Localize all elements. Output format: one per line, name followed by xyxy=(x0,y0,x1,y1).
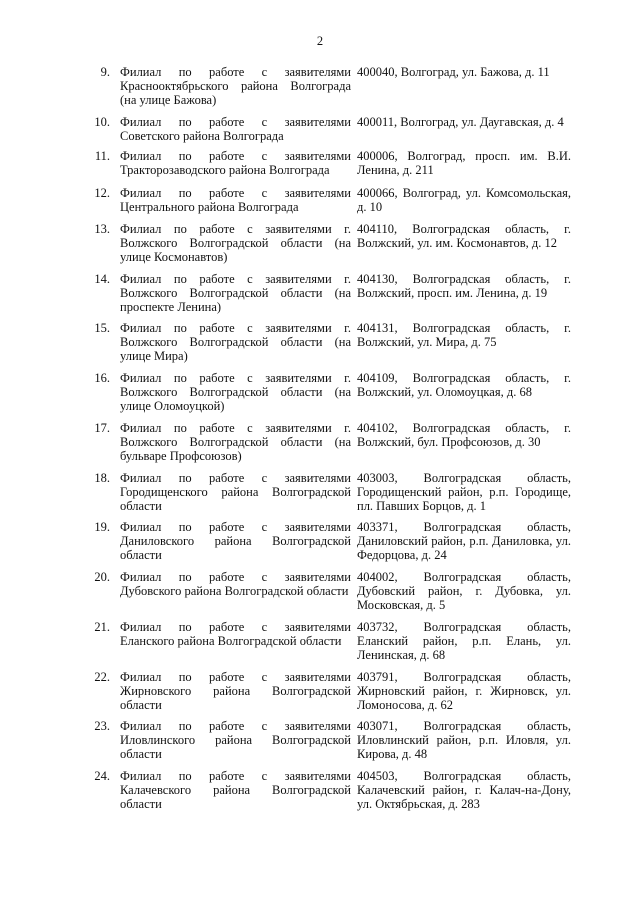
item-number: 17. xyxy=(94,421,110,435)
branch-name: Филиал по работе с заявителями Городищенского района Волгоградской области xyxy=(120,471,351,513)
item-number: 19. xyxy=(94,520,110,534)
branch-name: Филиал по работе с заявителями Калачевского района Волгоградской области xyxy=(120,769,351,811)
list-item xyxy=(0,520,640,570)
list-item xyxy=(0,769,640,819)
branch-name: Филиал по работе с заявителями г. Волжского Волгоградской области (на улице Оломоуцкой) xyxy=(120,371,351,413)
branch-name: Филиал по работе с заявителями Советского района Волгограда xyxy=(120,115,351,143)
item-number: 21. xyxy=(94,620,110,634)
branch-name: Филиал по работе с заявителями Краснооктябрьского района Волгограда (на улице Бажова) xyxy=(120,65,351,107)
branch-address: 404110, Волгоградская область, г. Волжский, ул. им. Космонавтов, д. 12 xyxy=(357,222,571,250)
branch-name: Филиал по работе с заявителями г. Волжского Волгоградской области (на улице Мира) xyxy=(120,321,351,363)
branch-name: Филиал по работе с заявителями г. Волжского Волгоградской области (на проспекте Ленина) xyxy=(120,272,351,314)
branch-name: Филиал по работе с заявителями Дубовского района Волгоградской области xyxy=(120,570,351,598)
list-item xyxy=(0,471,640,521)
list-item xyxy=(0,371,640,421)
branch-address: 404109, Волгоградская область, г. Волжский, ул. Оломоуцкая, д. 68 xyxy=(357,371,571,399)
branch-name: Филиал по работе с заявителями г. Волжского Волгоградской области (на улице Космонавтов) xyxy=(120,222,351,264)
branch-name: Филиал по работе с заявителями Еланского района Волгоградской области xyxy=(120,620,351,648)
list-item xyxy=(0,719,640,769)
list-item xyxy=(0,321,640,371)
item-number: 9. xyxy=(100,65,110,79)
item-number: 15. xyxy=(94,321,110,335)
item-number: 10. xyxy=(94,115,110,129)
branch-name: Филиал по работе с заявителями г. Волжского Волгоградской области (на бульваре Профсоюзов) xyxy=(120,421,351,463)
page-number: 2 xyxy=(316,34,324,48)
branch-address: 400011, Волгоград, ул. Даугавская, д. 4 xyxy=(357,115,564,129)
item-number: 24. xyxy=(94,769,110,783)
list-item xyxy=(0,222,640,272)
branch-name: Филиал по работе с заявителями Центрального района Волгограда xyxy=(120,186,351,214)
list-item xyxy=(0,65,640,115)
item-number: 23. xyxy=(94,719,110,733)
list-item xyxy=(0,670,640,720)
branch-name: Филиал по работе с заявителями Жирновского района Волгоградской области xyxy=(120,670,351,712)
item-number: 11. xyxy=(94,149,110,163)
branch-address: 400066, Волгоград, ул. Комсомольская, д. 10 xyxy=(357,186,571,214)
item-number: 18. xyxy=(94,471,110,485)
list-item xyxy=(0,570,640,620)
item-number: 16. xyxy=(94,371,110,385)
branch-address: 404002, Волгоградская область, Дубовский район, г. Дубовка, ул. Московская, д. 5 xyxy=(357,570,571,612)
list-item xyxy=(0,421,640,471)
list-item xyxy=(0,272,640,322)
branch-name: Филиал по работе с заявителями Тракторозаводского района Волгограда xyxy=(120,149,351,177)
item-number: 12. xyxy=(94,186,110,200)
item-number: 22. xyxy=(94,670,110,684)
branch-name: Филиал по работе с заявителями Даниловского района Волгоградской области xyxy=(120,520,351,562)
branch-address: 403071, Волгоградская область, Иловлинский район, р.п. Иловля, ул. Кирова, д. 48 xyxy=(357,719,571,761)
branch-name: Филиал по работе с заявителями Иловлинского района Волгоградской области xyxy=(120,719,351,761)
branch-address: 404131, Волгоградская область, г. Волжский, ул. Мира, д. 75 xyxy=(357,321,571,349)
branch-address: 403791, Волгоградская область, Жирновский район, г. Жирновск, ул. Ломоносова, д. 62 xyxy=(357,670,571,712)
branch-address: 404102, Волгоградская область, г. Волжский, бул. Профсоюзов, д. 30 xyxy=(357,421,571,449)
branch-address: 400040, Волгоград, ул. Бажова, д. 11 xyxy=(357,65,550,79)
item-number: 20. xyxy=(94,570,110,584)
branch-address: 400006, Волгоград, просп. им. В.И. Ленина, д. 211 xyxy=(357,149,571,177)
branch-address: 404130, Волгоградская область, г. Волжский, просп. им. Ленина, д. 19 xyxy=(357,272,571,300)
list-item xyxy=(0,620,640,670)
branch-address: 404503, Волгоградская область, Калачевский район, г. Калач-на-Дону, ул. Октябрьская, д. 283 xyxy=(357,769,571,811)
item-number: 14. xyxy=(94,272,110,286)
item-number: 13. xyxy=(94,222,110,236)
branch-address: 403003, Волгоградская область, Городищенский район, р.п. Городище, пл. Павших Борцов, д. 1 xyxy=(357,471,571,513)
branch-address: 403371, Волгоградская область, Даниловский район, р.п. Даниловка, ул. Федорцова, д. 24 xyxy=(357,520,571,562)
branch-address: 403732, Волгоградская область, Еланский район, р.п. Елань, ул. Ленинская, д. 68 xyxy=(357,620,571,662)
